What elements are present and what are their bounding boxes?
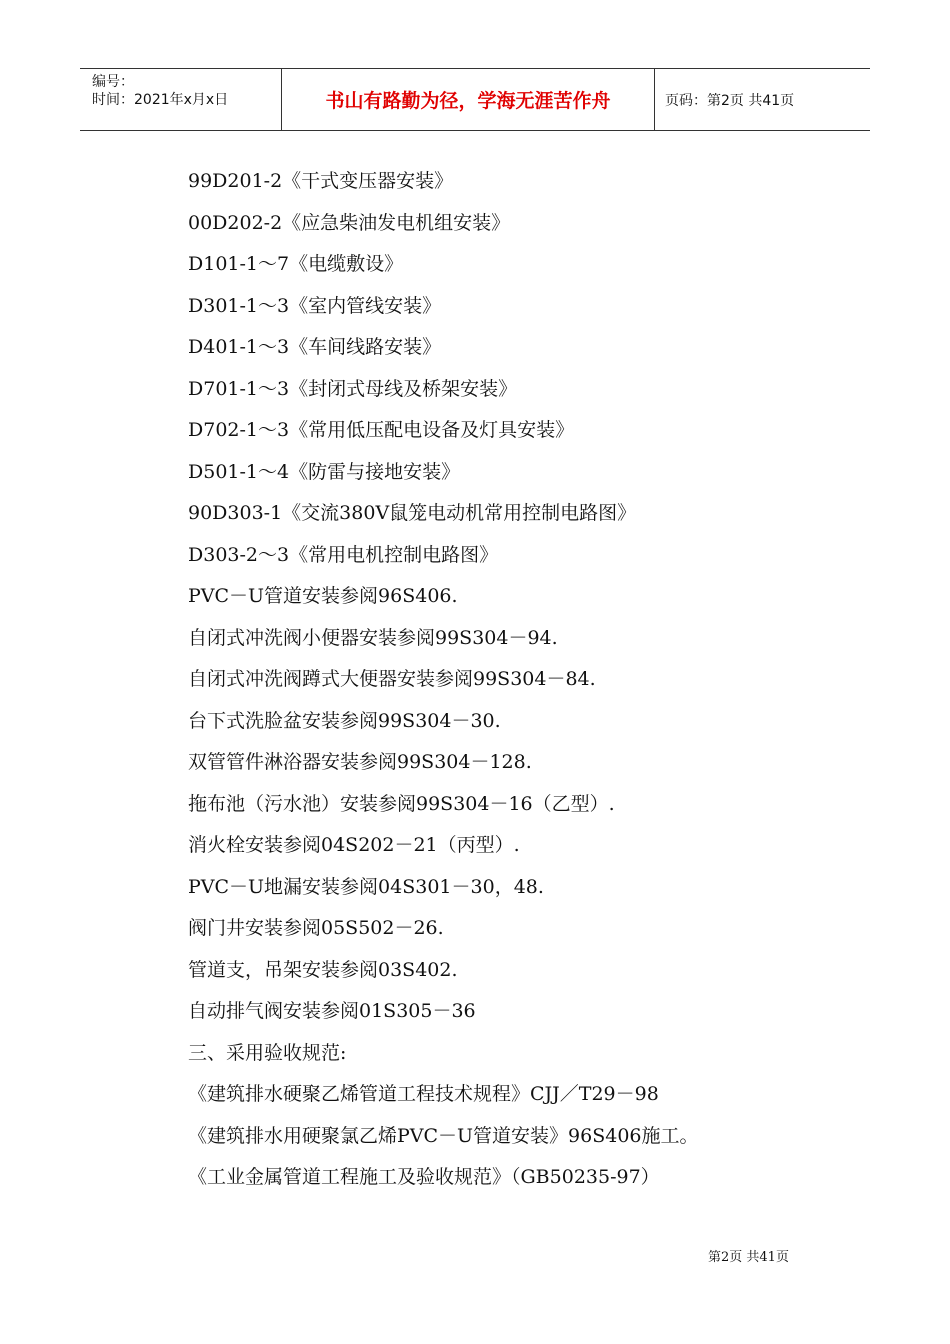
text-line: 阀门井安装参阅05S502－26. (188, 917, 444, 939)
text-line: 《建筑排水用硬聚氯乙烯PVC－U管道安装》96S406施工。 (188, 1124, 699, 1147)
text-line: 管道支，吊架安装参阅03S402. (188, 958, 458, 981)
number-label: 编号： (92, 74, 134, 90)
text-line: D303-2～3《常用电机控制电路图》 (188, 543, 499, 566)
text-line: D101-1～7《电缆敷设》 (188, 253, 404, 275)
time-label: 时间：2021年x月x日 (92, 92, 229, 108)
text-line: 自动排气阀安装参阅01S305－36 (188, 1000, 476, 1022)
text-line: 自闭式冲洗阀小便器安装参阅99S304－94. (188, 626, 558, 649)
text-line: D301-1～3《室内管线安装》 (188, 294, 442, 317)
text-line: D401-1～3《车间线路安装》 (188, 336, 442, 358)
text-line: 00D202-2《应急柴油发电机组安装》 (188, 211, 511, 234)
text-line: 台下式洗脸盆安装参阅99S304－30. (188, 709, 501, 732)
text-line: 99D201-2《干式变压器安装》 (188, 170, 454, 192)
text-line: D701-1～3《封闭式母线及桥架安装》 (188, 377, 518, 400)
text-line: 《工业金属管道工程施工及验收规范》（GB50235-97） (188, 1166, 660, 1188)
page-header (80, 68, 870, 131)
text-line: PVC－U管道安装参阅96S406. (188, 585, 458, 607)
text-line: 双管管件淋浴器安装参阅99S304－128. (188, 751, 532, 773)
text-line: PVC－U地漏安装参阅04S301－30，48. (188, 875, 544, 898)
text-line: 消火栓安装参阅04S202－21（丙型）. (188, 834, 520, 856)
text-line: D501-1～4《防雷与接地安装》 (188, 460, 461, 483)
section-heading: 三、采用验收规范: (188, 1041, 347, 1064)
text-line: D702-1～3《常用低压配电设备及灯具安装》 (188, 419, 575, 441)
document-body (188, 166, 848, 1204)
page-footer: 第2页 共41页 (708, 1250, 789, 1265)
text-line: 拖布池（污水池）安装参阅99S304－16（乙型）. (188, 792, 615, 815)
header-page-info: 页码：第2页 共41页 (665, 92, 795, 109)
header-meta (80, 69, 282, 130)
text-line: 《建筑排水硬聚乙烯管道工程技术规程》CJJ／T29－98 (188, 1083, 659, 1105)
text-line: 自闭式冲洗阀蹲式大便器安装参阅99S304－84. (188, 668, 596, 690)
header-motto: 书山有路勤为径，学海无涯苦作舟 (282, 69, 655, 130)
text-line: 90D303-1《交流380V鼠笼电动机常用控制电路图》 (188, 502, 637, 524)
